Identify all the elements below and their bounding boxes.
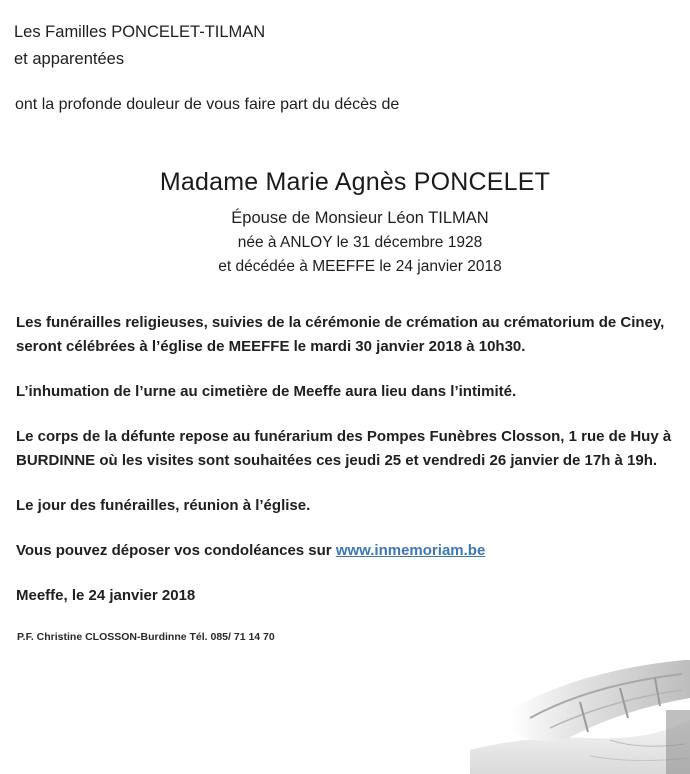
boat-illustration (470, 640, 690, 774)
condolences-text: Vous pouvez déposer vos condoléances sur (16, 542, 336, 559)
reunion-note: Le jour des funérailles, réunion à l’église. (16, 497, 311, 514)
condolences (16, 542, 485, 559)
deceased-name: Madame Marie Agnès PONCELET (159, 168, 551, 196)
visitation-line1: Le corps de la défunte repose au funérarium des Pompes Funèbres Closson, 1 rue de Huy à (16, 428, 672, 445)
death-info: et décédée à MEEFFE le 24 janvier 2018 (218, 258, 502, 275)
funeral-details-line1: Les funérailles religieuses, suivies de la cérémonie de crémation au crématorium de Ciney, (16, 314, 665, 331)
visitation-line2: BURDINNE où les visites sont souhaitées ces jeudi 25 et vendredi 26 janvier de 17h à 19h. (16, 452, 658, 469)
condolences-link[interactable]: www.inmemoriam.be (335, 542, 486, 559)
deceased-spouse: Épouse de Monsieur Léon TILMAN (231, 209, 489, 227)
undertaker-info: P.F. Christine CLOSSON-Burdinne Tél. 085/ 71 14 70 (17, 631, 275, 643)
family-name: Les Familles PONCELET-TILMAN (14, 23, 266, 41)
announcement-intro: ont la profonde douleur de vous faire part du décès de (15, 96, 400, 113)
birth-info: née à ANLOY le 31 décembre 1928 (237, 234, 483, 251)
funeral-details-line2: seront célébrées à l’église de MEEFFE le mardi 30 janvier 2018 à 10h30. (16, 338, 526, 355)
place-date: Meeffe, le 24 janvier 2018 (16, 587, 196, 604)
family-relatives: et apparentées (14, 50, 125, 68)
urn-burial: L’inhumation de l’urne au cimetière de Meeffe aura lieu dans l’intimité. (16, 383, 517, 400)
